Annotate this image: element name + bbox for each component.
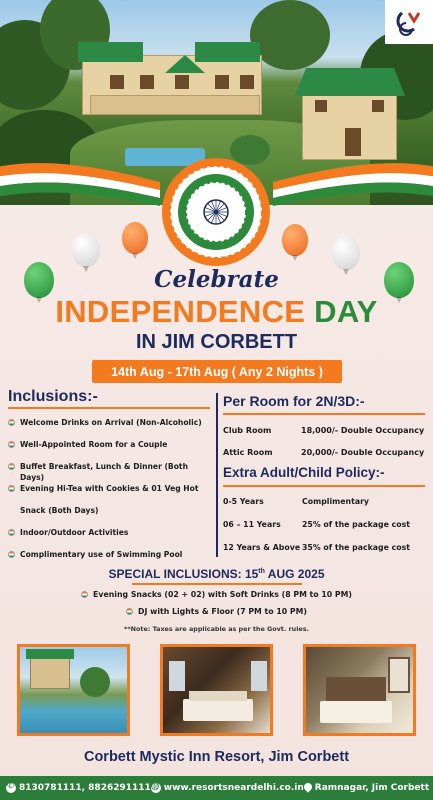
per-room-divider: [223, 413, 425, 415]
flag-bullet-icon: [8, 485, 15, 492]
room-price: 20,000/- Double Occupancy: [301, 448, 425, 457]
age-charge: 35% of the package cost: [302, 543, 410, 552]
resort-name: Corbett Mystic Inn Resort, Jim Corbett: [83, 749, 350, 765]
location-heading: IN JIM CORBETT: [135, 331, 298, 353]
tricolor-ribbon-left: [0, 160, 165, 208]
date-banner: 14th Aug - 17th Aug ( Any 2 Nights ): [92, 360, 342, 383]
title-word-independence: INDEPENDENCE: [55, 294, 306, 329]
phone-icon: [6, 783, 16, 793]
flag-bullet-icon: [8, 463, 15, 470]
per-room-title: Per Room for 2N/3D:-: [223, 393, 365, 409]
pool-photo: [17, 644, 130, 736]
list-item: [8, 461, 213, 483]
inclusion-text: Snack (Both Days): [20, 506, 99, 515]
tricolor-rosette: [160, 156, 272, 268]
balloon-white-right: [332, 236, 360, 270]
list-item-continuation: [8, 505, 213, 527]
inclusion-text: Buffet Breakfast, Lunch & Dinner (Both Days): [20, 462, 188, 482]
inclusion-text: Complimentary use of Swimming Pool: [20, 550, 183, 559]
column-divider: [216, 393, 218, 557]
room-type: Attic Room: [223, 448, 273, 457]
age-charge: Complimentary: [302, 497, 370, 506]
special-line: [0, 607, 433, 616]
flag-bullet-icon: [126, 608, 133, 615]
website-link[interactable]: [151, 783, 304, 793]
inclusion-text: Evening Hi-Tea with Cookies & 01 Veg Hot: [20, 484, 199, 493]
room-photo-1: [160, 644, 273, 736]
room-price: 18,000/- Double Occupancy: [301, 426, 425, 435]
special-title-text: SPECIAL INCLUSIONS: 15: [108, 567, 259, 581]
ashoka-chakra-icon: [204, 200, 228, 224]
website-url: www.resortsneardelhi.co.in: [163, 783, 304, 793]
balloon-white-left: [72, 233, 100, 267]
independence-day-title: [0, 294, 433, 330]
special-title-year: AUG 2025: [264, 567, 325, 581]
balloon-saffron-left: [122, 222, 148, 254]
room-photo-2: [303, 644, 416, 736]
location-pin-icon: [304, 783, 312, 793]
logo-icon: [392, 7, 426, 37]
address: [304, 783, 429, 793]
special-divider: [132, 583, 302, 585]
special-text: Evening Snacks (02 + 02) with Soft Drinks (8 PM to 10 PM): [93, 590, 352, 599]
globe-icon: [151, 783, 161, 793]
inclusions-title: Inclusions:-: [8, 388, 98, 405]
inclusions-divider: [8, 407, 210, 409]
title-word-day: DAY: [314, 294, 378, 329]
list-item: [8, 527, 213, 549]
inclusion-text: Indoor/Outdoor Activities: [20, 528, 129, 537]
special-title-sup: th: [258, 568, 265, 575]
flag-bullet-icon: [8, 551, 15, 558]
inclusions-list: [8, 413, 213, 571]
list-item: [8, 439, 213, 461]
tax-note: **Note: Taxes are applicable as per the Govt. rules.: [124, 625, 309, 633]
address-text: Ramnagar, Jim Corbett: [314, 783, 430, 793]
flag-bullet-icon: [8, 419, 15, 426]
phone-contact[interactable]: [6, 783, 151, 793]
age-group: 06 – 11 Years: [223, 520, 281, 529]
special-line: [0, 590, 433, 599]
celebrate-heading: Celebrate: [154, 266, 279, 293]
special-text: DJ with Lights & Floor (7 PM to 10 PM): [138, 607, 307, 616]
contact-footer: [0, 776, 433, 800]
list-item: [8, 483, 213, 505]
age-group: 12 Years & Above: [223, 543, 301, 552]
list-item: [8, 417, 213, 439]
special-inclusions-title: [0, 567, 433, 581]
tricolor-ribbon-right: [268, 160, 433, 208]
phone-numbers: 8130781111, 8826291111: [19, 783, 151, 793]
age-group: 0-5 Years: [223, 497, 264, 506]
age-charge: 25% of the package cost: [302, 520, 410, 529]
brand-logo: [385, 0, 433, 44]
extra-policy-divider: [223, 485, 425, 487]
room-type: Club Room: [223, 426, 272, 435]
flag-bullet-icon: [81, 591, 88, 598]
flag-bullet-icon: [8, 441, 15, 448]
balloon-saffron-right: [282, 224, 308, 256]
extra-policy-title: Extra Adult/Child Policy:-: [223, 465, 385, 480]
flag-bullet-icon: [8, 529, 15, 536]
inclusion-text: Welcome Drinks on Arrival (Non-Alcoholic): [20, 418, 202, 427]
inclusion-text: Well-Appointed Room for a Couple: [20, 440, 168, 449]
